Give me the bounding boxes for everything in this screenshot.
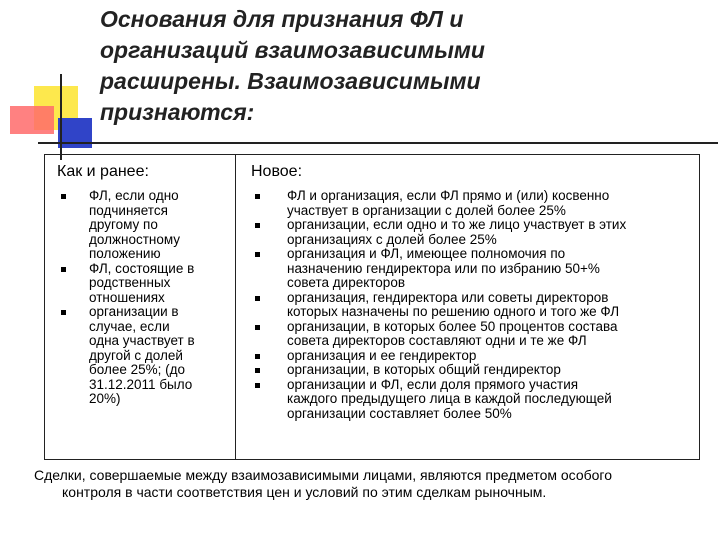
left-list [59,189,227,407]
list-item [253,218,697,247]
list-item-line: организации, в которых общий гендиректор [287,362,561,377]
footer-line-2: контроля в части соответствия цен и условий по этим сделкам рыночным. [62,484,547,500]
list-item-line: участвует в организации с долей более 25% [287,202,566,218]
list-item-line: 20%) [89,391,121,406]
list-item-line: ФЛ и организация, если ФЛ прямо и (или) косвенно [287,188,610,203]
list-item [59,305,227,407]
right-column-heading: Новое: [251,163,303,180]
list-item-line: одна участвует в [89,333,195,348]
left-column-heading: Как и ранее: [57,163,149,180]
list-item-line: отношениях [89,289,165,305]
list-item-line: каждого предыдущего лица в каждой последующей [287,391,612,406]
column-divider [235,155,236,459]
right-list [253,189,697,421]
title-line: Основания для признания ФЛ и [100,6,464,32]
bullet-icon [255,223,260,228]
bullet-icon [255,368,260,373]
bullet-icon [255,325,260,330]
list-item-line: другой с долей [89,347,183,363]
list-item [59,262,227,306]
bullet-icon [255,296,260,301]
decor-vertical-line [60,74,62,160]
list-item-line: случае, если [89,318,170,334]
list-item [59,189,227,262]
list-item-line: более 25%; (до [89,362,185,377]
list-item-line: 31.12.2011 было [89,376,193,392]
decor-horizontal-line [38,142,718,144]
bullet-icon [255,194,260,199]
list-item-line: организации, в которых более 50 процентов состава [287,318,618,334]
bullet-icon [255,354,260,359]
list-item [253,378,697,422]
list-item-line: которых назначены по решению одного и того же ФЛ [287,304,620,319]
list-item-line: ФЛ, если одно [89,188,179,203]
list-item [253,320,697,349]
list-item-line: положению [89,246,161,261]
bullet-icon [255,383,260,388]
list-item-line: организациях с долей более 25% [287,231,497,247]
list-item-line: организации и ФЛ, если доля прямого участия [287,376,579,392]
list-item-line: организации в [89,304,179,319]
list-item-line: организация и ФЛ, имеющее полномочия по [287,246,566,261]
list-item-line: назначению гендиректора или по избранию 50+% [287,260,600,276]
slide-title [100,4,620,128]
list-item-line: совета директоров [287,275,405,290]
list-item [253,291,697,320]
list-item-line: совета директоров составляют одни и те же ФЛ [287,333,587,348]
bullet-icon [61,194,66,199]
list-item-line: организации составляет более 50% [287,405,512,421]
title-line: признаются: [100,99,255,125]
comparison-table [44,154,700,460]
list-item [253,247,697,291]
list-item-line: организации, если одно и то же лицо участвует в этих [287,217,627,232]
list-item-line: другому по [89,217,158,232]
list-item-line: родственных [89,275,171,290]
bullet-icon [61,267,66,272]
footer-line-1: Сделки, совершаемые между взаимозависимыми лицами, являются предметом особого [34,467,613,483]
list-item [253,189,697,218]
bullet-icon [255,252,260,257]
list-item-line: организация, гендиректора или советы директоров [287,289,609,305]
list-item-line: организация и ее гендиректор [287,347,477,363]
list-item-line: ФЛ, состоящие в [89,260,195,276]
title-line: расширены. Взаимозависимыми [100,68,481,94]
title-line: организаций взаимозависимыми [100,37,485,63]
decor-red-square [10,106,54,134]
list-item [253,363,697,378]
bullet-icon [61,310,66,315]
footer-note [34,467,704,501]
list-item-line: должностному [89,231,181,247]
list-item [253,349,697,364]
list-item-line: подчиняется [89,202,168,218]
